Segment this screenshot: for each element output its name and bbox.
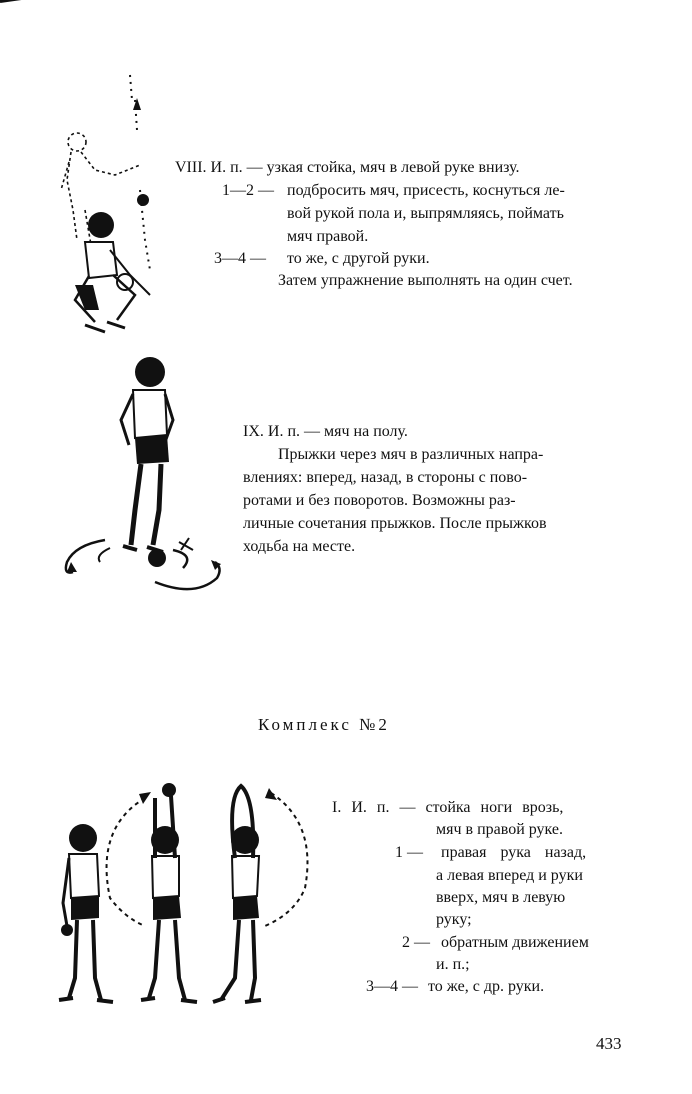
ex1-step3-text: то же, с др. руки. — [428, 978, 545, 995]
ex9-line5: ходьба на месте. — [243, 538, 356, 555]
ex1-step1-line2: а левая вперед и руки — [436, 867, 583, 884]
ex8-step1-line1: подбросить мяч, присесть, коснуться ле- — [287, 182, 565, 199]
figure-squat-toss — [55, 70, 165, 335]
ex1-step2-num: 2 — — [402, 934, 430, 951]
ex8-head: VIII. И. п. — узкая стойка, мяч в левой руке внизу. — [175, 159, 520, 176]
ex1-step1-line4: руку; — [436, 911, 472, 928]
ex1-step3-num: 3—4 — — [366, 978, 418, 995]
ex1-step1-line3: вверх, мяч в левую — [436, 889, 566, 906]
ex1-step1-line1: правая рука назад, — [441, 844, 587, 861]
complex-title: Комплекс №2 — [258, 715, 390, 734]
ex9-line2: влениях: вперед, назад, в стороны с пово- — [243, 469, 528, 486]
ex9-head: IX. И. п. — мяч на полу. — [243, 423, 408, 440]
ex9-line1: Прыжки через мяч в различных напра- — [278, 446, 544, 463]
ex1-step2-line2: и. п.; — [436, 956, 470, 973]
ex1-head: I. И. п. — стойка ноги врозь, — [332, 799, 564, 816]
figure-jump-ball — [55, 350, 225, 600]
ex8-step2-text: то же, с другой руки. — [287, 250, 430, 267]
corner-mark — [0, 0, 22, 3]
ex1-head2: мяч в правой руке. — [436, 821, 564, 838]
ex9-line3: ротами и без поворотов. Возможны раз- — [243, 492, 516, 509]
ex8-note: Затем упражнение выполнять на один счет. — [278, 272, 573, 289]
ex8-step1-line2: вой рукой пола и, выпрямляясь, поймать — [287, 205, 564, 222]
ex9-line4: личные сочетания прыжков. После прыжков — [243, 515, 547, 532]
ex1-step2-line1: обратным движением — [441, 934, 589, 951]
ex8-step2-num: 3—4 — — [214, 250, 266, 267]
ex8-step1-num: 1—2 — — [222, 182, 274, 199]
figure-ball-overhead — [55, 778, 320, 1013]
ex1-step1-num: 1 — — [395, 844, 423, 861]
ex8-step1-line3: мяч правой. — [287, 228, 369, 245]
page-number: 433 — [596, 1034, 622, 1053]
